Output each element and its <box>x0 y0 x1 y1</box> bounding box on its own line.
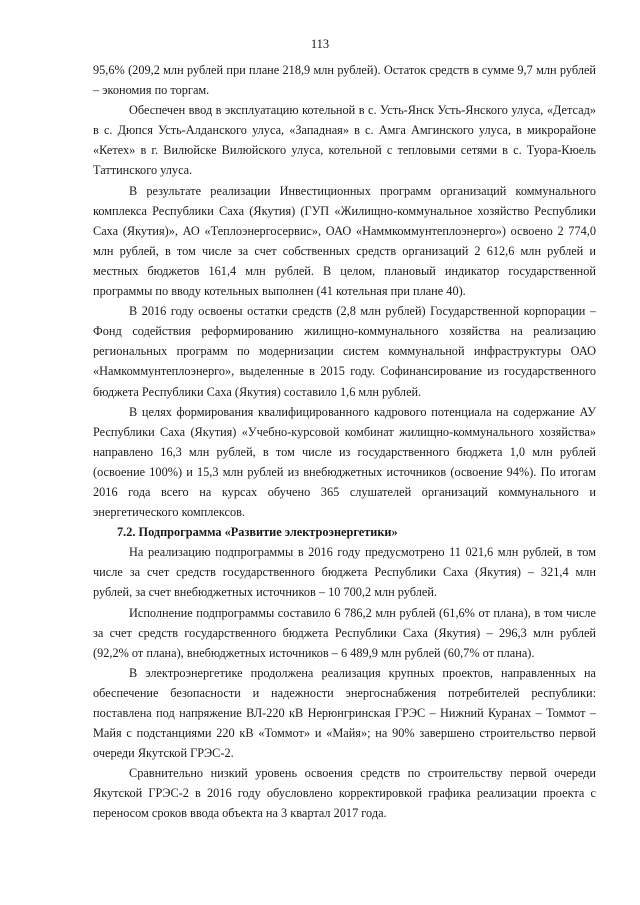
section-paragraph-1: На реализацию подпрограммы в 2016 году предусмотрено 11 021,6 млн рублей, в том числе за счет средств государственного бюджета Республики Саха (Якутия) – 321,4 млн рублей, за счет внебюджетных источников – 10 700,2 млн рублей. <box>93 545 596 600</box>
paragraph-5: В целях формирования квалифицированного кадрового потенциала на содержание АУ Республики Саха (Якутия) «Учебно-курсовой комбинат жилищно-коммунального хозяйства» направлено 16,3 млн рублей, в том числе из государственного бюджета 1,0 млн рублей (освоение 100%) и 15,3 млн рублей из внебюджетных источников (освоение 94%). По итогам 2016 года всего на курсах обучено 365 слушателей организаций коммунального и энергетического комплексов. <box>93 404 596 520</box>
page-content <box>93 60 596 824</box>
paragraph-2: Обеспечен ввод в эксплуатацию котельной в с. Усть-Янск Усть-Янского улуса, «Детсад» в с. Дюпся Усть-Алданского улуса, «Западная» в с. Амга Амгинского улуса, в микрорайоне «Кетех» в г. Вилюйске Вилюйского улуса, котельной с тепловыми сетями в с. Туора-Кюель Таттинского улуса. <box>93 103 596 178</box>
section-paragraph-2: Исполнение подпрограммы составило 6 786,2 млн рублей (61,6% от плана), в том числе за счет средств государственного бюджета Республики Саха (Якутия) – 296,3 млн рублей (92,2% от плана), внебюджетных источников – 6 489,9 млн рублей (60,7% от плана). <box>93 605 596 660</box>
page-number: 113 <box>310 37 330 51</box>
section-paragraph-3: В электроэнергетике продолжена реализация крупных проектов, направленных на обеспечение безопасности и надежности энергоснабжения потребителей республики: поставлена под напряжение ВЛ-220 кВ Нерюнгринская ГРЭС – Нижний Куранах – Томмот – Майя с подстанциями 220 кВ «Томмот» и «Майя»; на 90% завершено строительство первой очереди Якутской ГРЭС-2. <box>93 665 596 761</box>
section-heading: 7.2. Подпрограмма «Развитие электроэнергетики» <box>117 525 398 540</box>
paragraph-4: В 2016 году освоены остатки средств (2,8 млн рублей) Государственной корпорации – Фонд содействия реформированию жилищно-коммунального хозяйства на реализацию региональных программ по модернизации систем коммунальной инфраструктуры ОАО «Намкоммунтеплоэнерго», выделенные в 2015 году. Софинансирование из государственного бюджета Республики Саха (Якутия) составило 1,6 млн рублей. <box>93 304 596 399</box>
section-paragraph-4: Сравнительно низкий уровень освоения средств по строительству первой очереди Якутской ГРЭС-2 в 2016 году обусловлено корректировкой графика реализации проекта с переносом сроков ввода объекта на 3 квартал 2017 года. <box>93 766 596 821</box>
paragraph-3: В результате реализации Инвестиционных программ организаций коммунального комплекса Республики Саха (Якутия) (ГУП «Жилищно-коммунальное хозяйство Республики Саха (Якутия)», АО «Теплоэнергосервис», ОАО «Наммкоммунтеплоэнерго») освоено 2 774,0 млн рублей, в том числе за счет собственных средств организаций 2 612,6 млн рублей и местных бюджетов 161,4 млн рублей. В целом, плановый индикатор государственной программы по вводу котельных выполнен (41 котельная при плане 40). <box>93 183 596 299</box>
paragraph-1: 95,6% (209,2 млн рублей при плане 218,9 млн рублей). Остаток средств в сумме 9,7 млн рублей – экономия по торгам. <box>93 63 596 98</box>
